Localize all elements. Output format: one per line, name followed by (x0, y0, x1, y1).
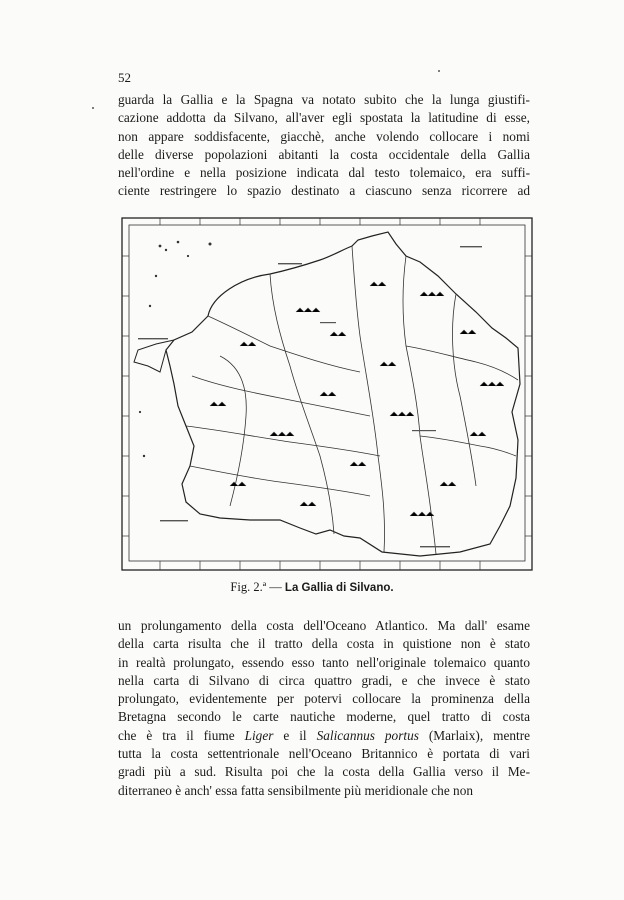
page-number: 52 (118, 70, 131, 85)
figure-label: Fig. 2.ª — (230, 580, 282, 594)
text-line: diterraneo è anch' essa fatta sensibilmente più meridionale che non (118, 782, 473, 798)
text-line: non appare soddisfacente, giacchè, anche volendo collocare i nomi (118, 128, 530, 144)
text-line: in realtà prolungato, essendo esso tanto nell'originale tolemaico quanto (118, 654, 530, 670)
text-line: prolungato, evidentemente per potervi collocare la prominenza della (118, 691, 530, 707)
text-line: nella carta di Silvano di circa quattro gradi, e che invece è stato (118, 672, 530, 688)
text-line: guarda la Gallia e la Spagna va notato subito che la lunga giustifi- (118, 92, 530, 107)
text-line: tutta la costa settentrionale nell'Oceano Britannico è portata di vari (118, 746, 530, 762)
text-line: delle diverse popolazioni abitanti la costa occidentale della Gallia (118, 146, 530, 162)
figure-caption (0, 580, 624, 595)
print-speck (438, 70, 440, 72)
text-segment: e il (283, 727, 317, 743)
text-line: un prolungamento della costa dell'Oceano Atlantico. Ma dall' esame (118, 618, 530, 633)
print-speck (92, 107, 94, 109)
text-segment: (Marlaix), mentre (428, 727, 531, 743)
text-line: nell'ordine e nella posizione indicata dal testo tolemaico, era suffi- (118, 165, 530, 181)
italic-term-salicannus: Salicannus portus (316, 727, 419, 743)
italic-term-liger: Liger (244, 727, 274, 743)
text-line: della carta risulta che il tratto della costa in quistione non è stato (118, 636, 530, 652)
map-figure (120, 216, 534, 574)
text-line: gradi più a sud. Risulta poi che la costa della Gallia verso il Me- (118, 764, 530, 780)
text-line: cazione addotta da Silvano, all'aver egli spostata la latitudine di esse, (118, 110, 530, 126)
text-line-with-italics (118, 727, 530, 745)
paragraph-top (118, 91, 530, 201)
map-of-gaul-image (120, 216, 534, 574)
figure-title: La Gallia di Silvano. (284, 582, 394, 594)
text-line: Bretagna secondo le carte nautiche moderne, quel tratto di costa (118, 709, 530, 725)
text-line: ciente restringere lo spazio destinato a ciascuno senza ricorrere ad (118, 183, 530, 199)
text-segment: che è tra il fiume (118, 727, 245, 743)
paragraph-bottom (118, 617, 530, 800)
